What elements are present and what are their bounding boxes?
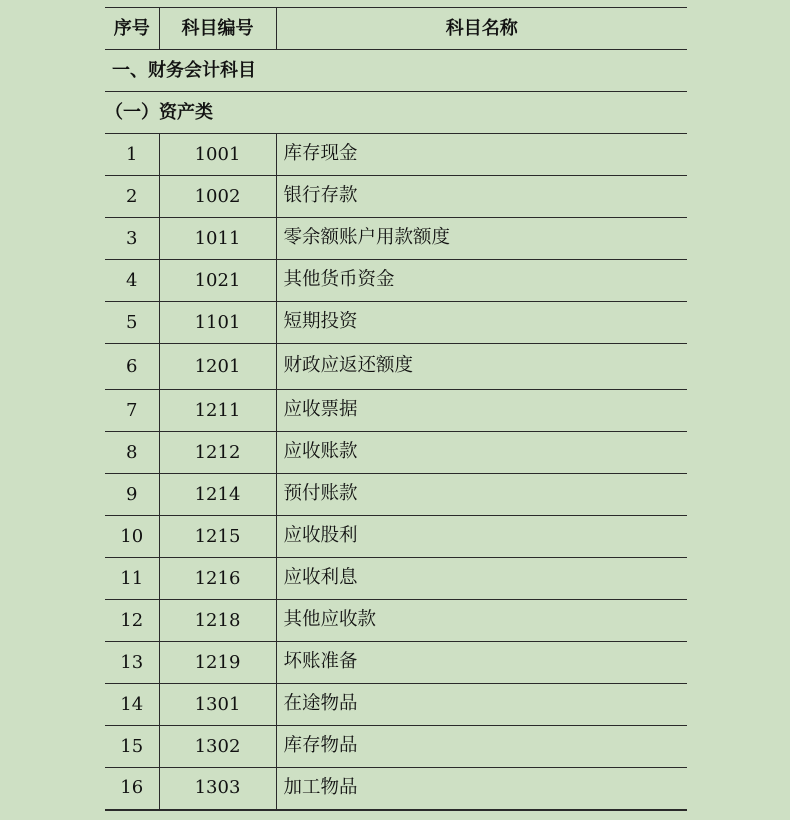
table-row — [105, 600, 687, 642]
row-no: 7 — [105, 390, 159, 432]
row-code: 1101 — [159, 302, 276, 344]
row-code: 1001 — [159, 134, 276, 176]
row-name: 库存现金 — [276, 134, 687, 176]
section-title: 一、财务会计科目 — [105, 50, 687, 92]
row-name: 应收票据 — [276, 390, 687, 432]
table-row — [105, 390, 687, 432]
row-code: 1215 — [159, 516, 276, 558]
table-row — [105, 260, 687, 302]
row-no: 12 — [105, 600, 159, 642]
row-code: 1211 — [159, 390, 276, 432]
row-code: 1303 — [159, 768, 276, 810]
table-row — [105, 684, 687, 726]
row-no: 8 — [105, 432, 159, 474]
row-name: 其他应收款 — [276, 600, 687, 642]
row-no: 9 — [105, 474, 159, 516]
table-body — [105, 50, 687, 810]
row-name: 在途物品 — [276, 684, 687, 726]
table-row — [105, 516, 687, 558]
row-name: 应收账款 — [276, 432, 687, 474]
row-code: 1218 — [159, 600, 276, 642]
row-no: 3 — [105, 218, 159, 260]
row-name: 短期投资 — [276, 302, 687, 344]
header-row — [105, 8, 687, 50]
table-header — [105, 8, 687, 50]
row-no: 4 — [105, 260, 159, 302]
table-row — [105, 344, 687, 390]
row-name: 库存物品 — [276, 726, 687, 768]
row-code: 1212 — [159, 432, 276, 474]
table-row — [105, 768, 687, 810]
row-name: 零余额账户用款额度 — [276, 218, 687, 260]
table-row — [105, 176, 687, 218]
row-code: 1021 — [159, 260, 276, 302]
row-no: 13 — [105, 642, 159, 684]
row-name: 其他货币资金 — [276, 260, 687, 302]
row-name: 财政应返还额度 — [276, 344, 687, 390]
header-no: 序号 — [105, 8, 159, 50]
table-row — [105, 474, 687, 516]
table-row — [105, 558, 687, 600]
row-code: 1216 — [159, 558, 276, 600]
table-row — [105, 302, 687, 344]
row-no: 10 — [105, 516, 159, 558]
table-row — [105, 642, 687, 684]
row-no: 6 — [105, 344, 159, 390]
row-code: 1301 — [159, 684, 276, 726]
row-name: 预付账款 — [276, 474, 687, 516]
header-name: 科目名称 — [276, 8, 687, 50]
table-row — [105, 432, 687, 474]
row-no: 2 — [105, 176, 159, 218]
row-no: 16 — [105, 768, 159, 810]
row-code: 1302 — [159, 726, 276, 768]
account-subject-table — [105, 7, 687, 811]
subsection-row — [105, 92, 687, 134]
row-code: 1002 — [159, 176, 276, 218]
row-code: 1011 — [159, 218, 276, 260]
subsection-title: （一）资产类 — [105, 92, 687, 134]
row-name: 加工物品 — [276, 768, 687, 810]
row-no: 1 — [105, 134, 159, 176]
row-no: 11 — [105, 558, 159, 600]
row-name: 坏账准备 — [276, 642, 687, 684]
row-code: 1214 — [159, 474, 276, 516]
row-code: 1201 — [159, 344, 276, 390]
row-name: 银行存款 — [276, 176, 687, 218]
row-code: 1219 — [159, 642, 276, 684]
row-name: 应收利息 — [276, 558, 687, 600]
header-code: 科目编号 — [159, 8, 276, 50]
row-no: 14 — [105, 684, 159, 726]
table-row — [105, 134, 687, 176]
table-row — [105, 726, 687, 768]
section-row — [105, 50, 687, 92]
row-name: 应收股利 — [276, 516, 687, 558]
row-no: 5 — [105, 302, 159, 344]
table-row — [105, 218, 687, 260]
row-no: 15 — [105, 726, 159, 768]
